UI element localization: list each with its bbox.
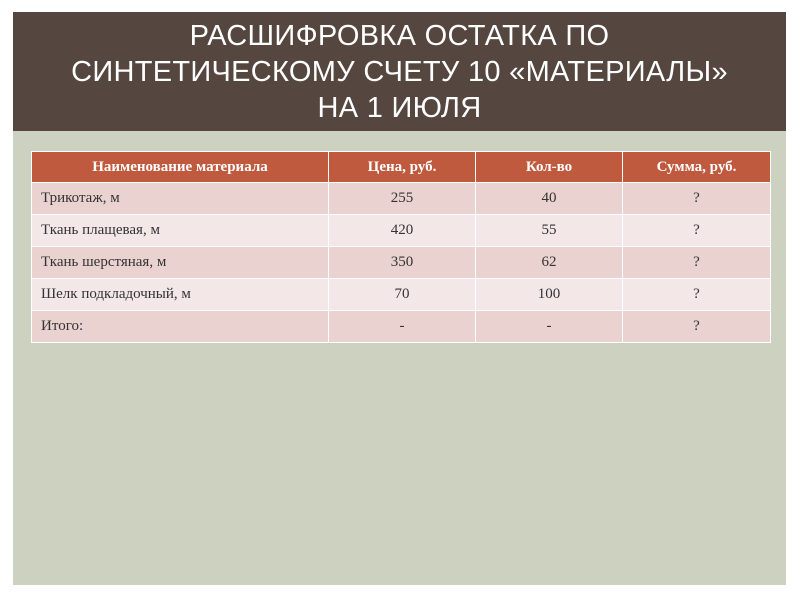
title-bar: [13, 12, 786, 131]
cell-total-label: Итого:: [32, 311, 329, 343]
cell-price: 420: [329, 215, 476, 247]
cell-price: 70: [329, 279, 476, 311]
cell-sum: ?: [623, 215, 771, 247]
table-row: [32, 215, 771, 247]
cell-price: 255: [329, 183, 476, 215]
header-price: Цена, руб.: [329, 152, 476, 183]
cell-sum: ?: [623, 183, 771, 215]
cell-price: -: [329, 311, 476, 343]
cell-sum: ?: [623, 279, 771, 311]
cell-sum: ?: [623, 247, 771, 279]
slide-title: РАСШИФРОВКА ОСТАТКА ПО СИНТЕТИЧЕСКОМУ СЧЕТУ 10 «МАТЕРИАЛЫ» НА 1 ИЮЛЯ: [71, 19, 728, 124]
table-header-row: [32, 152, 771, 183]
header-quantity: Кол-во: [476, 152, 623, 183]
cell-material-name: Ткань шерстяная, м: [32, 247, 329, 279]
cell-quantity: 100: [476, 279, 623, 311]
header-material-name: Наименование материала: [32, 152, 329, 183]
cell-material-name: Шелк подкладочный, м: [32, 279, 329, 311]
table-row: [32, 183, 771, 215]
table-row: [32, 279, 771, 311]
header-sum: Сумма, руб.: [623, 152, 771, 183]
cell-material-name: Ткань плащевая, м: [32, 215, 329, 247]
cell-quantity: -: [476, 311, 623, 343]
cell-quantity: 55: [476, 215, 623, 247]
cell-quantity: 62: [476, 247, 623, 279]
cell-sum: ?: [623, 311, 771, 343]
cell-material-name: Трикотаж, м: [32, 183, 329, 215]
table-total-row: [32, 311, 771, 343]
cell-price: 350: [329, 247, 476, 279]
materials-table: [31, 151, 771, 343]
table-row: [32, 247, 771, 279]
cell-quantity: 40: [476, 183, 623, 215]
